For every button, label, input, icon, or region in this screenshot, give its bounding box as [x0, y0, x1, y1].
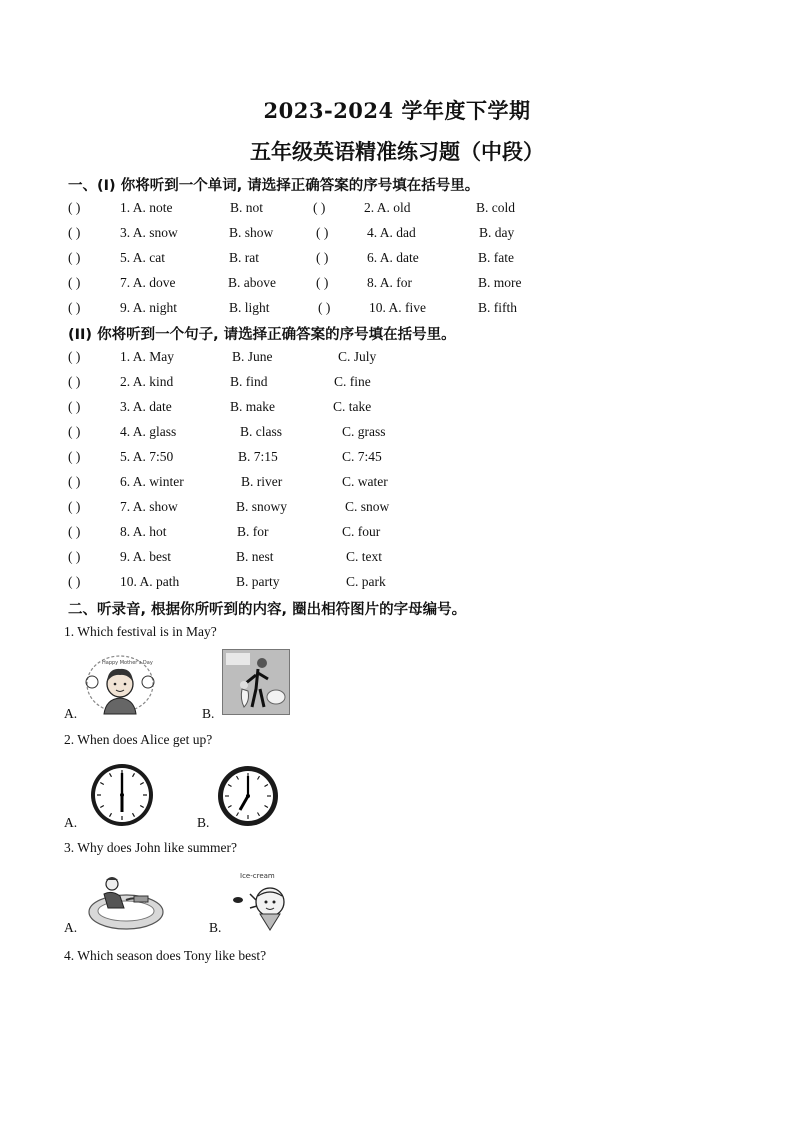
option-b: B. class	[240, 424, 282, 439]
option-a: 9. A. night	[120, 300, 178, 315]
option-a: 10. A. path	[120, 574, 180, 589]
clock-seven-oclock-icon[interactable]	[216, 764, 280, 828]
option-b: B. find	[230, 374, 268, 389]
option-a: 3. A. date	[120, 399, 172, 414]
part2-heading: (II) 你将听到一个句子, 请选择正确答案的序号填在括号里。	[68, 327, 456, 343]
option-a-label[interactable]: A.	[64, 706, 78, 721]
ice-cream-picture[interactable]	[230, 866, 292, 934]
answer-paren[interactable]: ( )	[68, 449, 81, 464]
answer-paren[interactable]: ( )	[68, 499, 81, 514]
answer-paren[interactable]: ( )	[68, 225, 81, 240]
part1-heading: 一、(I) 你将听到一个单词, 请选择正确答案的序号填在括号里。	[68, 178, 480, 194]
option-a: 8. A. hot	[120, 524, 167, 539]
sign-text: Happy Mother's Day	[102, 660, 153, 666]
option-a: 9. A. best	[120, 549, 172, 564]
option-b: B. light	[229, 300, 270, 315]
option-a: 7. A. show	[120, 499, 178, 514]
answer-paren[interactable]: ( )	[68, 549, 81, 564]
option-c: C. 7:45	[342, 449, 382, 464]
option-b: B. not	[230, 200, 264, 215]
option-a: 1. A. May	[120, 349, 174, 364]
clock-six-oclock-icon[interactable]	[88, 762, 156, 828]
answer-paren[interactable]: ( )	[68, 424, 81, 439]
answer-paren[interactable]: ( )	[313, 200, 326, 215]
swimming-picture[interactable]	[86, 870, 166, 932]
option-a: 5. A. cat	[120, 250, 165, 265]
answer-paren[interactable]: ( )	[68, 524, 81, 539]
answer-paren[interactable]: ( )	[68, 574, 81, 589]
answer-paren[interactable]: ( )	[68, 200, 81, 215]
option-c: C. snow	[345, 499, 390, 514]
option-b: B. more	[478, 275, 522, 290]
page-title: 2023-2024 学年度下学期	[263, 98, 531, 123]
part3-heading: 二、听录音, 根据你所听到的内容, 圈出相符图片的字母编号。	[68, 602, 467, 618]
option-a: 8. A. for	[367, 275, 412, 290]
option-c: C. four	[342, 524, 381, 539]
answer-paren[interactable]: ( )	[68, 374, 81, 389]
dancing-couple-picture[interactable]	[222, 649, 290, 715]
answer-paren[interactable]: ( )	[316, 250, 329, 265]
option-b: B. cold	[476, 200, 515, 215]
option-b-label[interactable]: B.	[197, 815, 210, 830]
question-3: 3. Why does John like summer?	[64, 840, 237, 855]
option-b: B. for	[237, 524, 269, 539]
option-b-label[interactable]: B.	[209, 920, 222, 935]
option-a-label[interactable]: A.	[64, 920, 78, 935]
option-a: 4. A. glass	[120, 424, 177, 439]
answer-paren[interactable]: ( )	[68, 250, 81, 265]
option-c: C. take	[333, 399, 372, 414]
option-c: C. park	[346, 574, 386, 589]
question-1: 1. Which festival is in May?	[64, 624, 217, 639]
answer-paren[interactable]: ( )	[316, 225, 329, 240]
option-b: B. nest	[236, 549, 274, 564]
option-b: B. above	[228, 275, 276, 290]
option-a-label[interactable]: A.	[64, 815, 78, 830]
option-a: 7. A. dove	[120, 275, 176, 290]
option-b: B. make	[230, 399, 275, 414]
option-b: B. day	[479, 225, 515, 240]
option-c: C. text	[346, 549, 382, 564]
answer-paren[interactable]: ( )	[68, 474, 81, 489]
answer-paren[interactable]: ( )	[68, 275, 81, 290]
option-b: B. show	[229, 225, 274, 240]
option-b: B. river	[241, 474, 283, 489]
option-b: B. fate	[478, 250, 514, 265]
question-2: 2. When does Alice get up?	[64, 732, 213, 747]
option-b: B. June	[232, 349, 273, 364]
option-b: B. rat	[229, 250, 259, 265]
page-subtitle: 五年级英语精准练习题（中段）	[250, 139, 544, 164]
option-b-label[interactable]: B.	[202, 706, 215, 721]
option-b: B. party	[236, 574, 280, 589]
option-a: 2. A. kind	[120, 374, 174, 389]
option-c: C. July	[338, 349, 377, 364]
option-c: C. water	[342, 474, 388, 489]
option-a: 6. A. date	[367, 250, 419, 265]
option-a: 10. A. five	[369, 300, 426, 315]
answer-paren[interactable]: ( )	[68, 300, 81, 315]
option-c: C. grass	[342, 424, 386, 439]
answer-paren[interactable]: ( )	[318, 300, 331, 315]
sign-text: Ice-cream	[240, 872, 275, 880]
option-a: 4. A. dad	[367, 225, 416, 240]
option-b: B. snowy	[236, 499, 288, 514]
answer-paren[interactable]: ( )	[316, 275, 329, 290]
question-4: 4. Which season does Tony like best?	[64, 948, 267, 963]
option-a: 3. A. snow	[120, 225, 178, 240]
answer-paren[interactable]: ( )	[68, 399, 81, 414]
mothers-day-picture[interactable]	[82, 652, 158, 720]
option-a: 5. A. 7:50	[120, 449, 174, 464]
option-a: 6. A. winter	[120, 474, 184, 489]
option-a: 2. A. old	[364, 200, 411, 215]
option-c: C. fine	[334, 374, 371, 389]
answer-paren[interactable]: ( )	[68, 349, 81, 364]
option-b: B. 7:15	[238, 449, 278, 464]
option-a: 1. A. note	[120, 200, 173, 215]
option-b: B. fifth	[478, 300, 517, 315]
